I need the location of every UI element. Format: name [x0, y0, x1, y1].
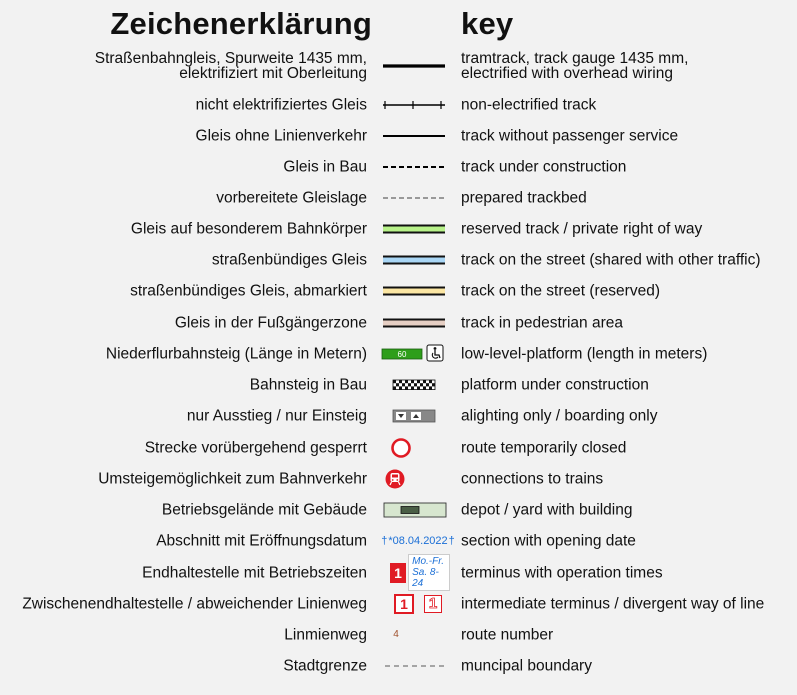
legend-label-english: non-electrified track: [461, 96, 597, 113]
opening-date-value: *08.04.2022: [388, 534, 448, 547]
legend-label-english: terminus with operation times: [461, 564, 663, 581]
legend-row: [0, 369, 797, 400]
wheelchair-icon: [427, 345, 443, 361]
legend-label-german: nur Ausstieg / nur Einsteig: [186, 407, 367, 424]
legend-symbol: [378, 244, 450, 275]
legend-symbol: [378, 182, 450, 213]
checkered-platform-icon: [381, 377, 447, 393]
terminus-line-badge: 1: [390, 563, 406, 583]
legend-label-german: Betriebsgelände mit Gebäude: [161, 501, 367, 518]
legend-row: [0, 494, 797, 525]
legend-row: [0, 120, 797, 151]
black-dashed-line-icon: [381, 159, 447, 175]
red-ring-icon: [381, 437, 447, 459]
legend-row: [0, 463, 797, 494]
legend-symbol: [378, 89, 450, 120]
legend-symbol: [378, 557, 450, 588]
legend-label-german: Gleis auf besonderem Bahnkörper: [130, 220, 367, 237]
beige-cased-line-icon: [381, 315, 447, 331]
legend-row: [0, 432, 797, 463]
legend-symbol: [378, 494, 450, 525]
legend-label-english: track under construction: [461, 158, 627, 175]
legend-label-english: track in pedestrian area: [461, 314, 623, 331]
legend-symbol: [378, 307, 450, 338]
legend-row: [0, 400, 797, 431]
legend-row: [0, 50, 797, 81]
operation-times-line: Sa. 8-24: [412, 567, 439, 589]
legend-label-english: route number: [461, 626, 554, 643]
legend-label-german: Abschnitt mit Eröffnungsdatum: [156, 532, 367, 549]
legend-row: [0, 182, 797, 213]
legend-symbol: [378, 275, 450, 306]
legend-symbol: [378, 525, 455, 556]
legend-row: [0, 338, 797, 369]
legend-label-german: Niederflurbahnsteig (Länge in Metern): [105, 345, 367, 362]
divergent-line-badge: 1: [424, 595, 442, 613]
red-train-icon: [381, 468, 447, 490]
yellow-cased-line-icon: [381, 283, 447, 299]
platform-length-label: 60: [397, 349, 407, 359]
cross-marker-icon: †: [381, 534, 388, 547]
legend-row: [0, 213, 797, 244]
legend-label-english: platform under construction: [461, 376, 649, 393]
thin-black-line-icon: [381, 128, 447, 144]
legend-symbol: [378, 619, 450, 650]
legend-row: [0, 151, 797, 182]
legend-row: [0, 557, 797, 588]
green-platform-wheelchair-icon: [381, 344, 447, 364]
legend-symbol: [378, 650, 450, 681]
route-number-value: 4: [393, 629, 399, 640]
legend-label-english: depot / yard with building: [461, 501, 633, 518]
thick-black-line-icon: [381, 58, 447, 74]
legend-symbol: [378, 588, 450, 619]
legend-symbol: [378, 400, 450, 431]
opening-date-label: [381, 535, 455, 547]
legend-row: [0, 588, 797, 619]
legend-label-english: route temporarily closed: [461, 439, 627, 456]
legend-label-german: straßenbündiges Gleis: [211, 251, 367, 268]
legend-label-english: low-level-platform (length in meters): [461, 345, 708, 362]
legend-title-german: Zeichenerklärung: [110, 6, 372, 41]
legend-row: [0, 244, 797, 275]
grey-dashed-line-icon: [381, 190, 447, 206]
green-cased-line-icon: [381, 221, 447, 237]
municipal-boundary-line-icon: [381, 658, 447, 674]
legend-row: [0, 275, 797, 306]
legend-symbol: [378, 369, 450, 400]
alighting-boarding-arrows-icon: [381, 408, 447, 424]
depot-building-icon: [381, 501, 447, 519]
legend-label-english: alighting only / boarding only: [461, 407, 658, 424]
legend-label-german: Gleis in Bau: [283, 158, 367, 175]
legend-label-english: tramtrack, track gauge 1435 mm, electrified with overhead wiring: [461, 49, 689, 82]
legend-row: [0, 89, 797, 120]
legend-label-german: Zwischenendhaltestelle / abweichender Linienweg: [22, 595, 367, 612]
legend-label-german: Linmienweg: [284, 626, 367, 643]
legend-symbol: [378, 213, 450, 244]
legend-label-english: section with opening date: [461, 532, 636, 549]
legend-label-german: straßenbündiges Gleis, abmarkiert: [130, 282, 367, 299]
ticked-line-icon: [381, 97, 447, 113]
operation-times-line: Mo.-Fr.: [412, 556, 444, 567]
legend-label-german: Gleis in der Fußgängerzone: [174, 314, 367, 331]
operation-times-box: [408, 554, 450, 591]
legend-row: [0, 525, 797, 556]
legend-label-german: Endhaltestelle mit Betriebszeiten: [142, 564, 367, 581]
legend-symbol: [378, 151, 450, 182]
legend-label-english: track without passenger service: [461, 127, 679, 144]
legend-label-german: Strecke vorübergehend gesperrt: [144, 439, 367, 456]
legend-row: [0, 650, 797, 681]
legend-symbol: [378, 432, 450, 463]
legend-label-english: track on the street (shared with other traffic): [461, 251, 761, 268]
blue-cased-line-icon: [381, 252, 447, 268]
legend-label-german: Stadtgrenze: [283, 657, 367, 674]
legend-symbol: [378, 338, 450, 369]
legend-label-german: nicht elektrifiziertes Gleis: [195, 96, 367, 113]
legend-label-english: intermediate terminus / divergent way of line: [461, 595, 765, 612]
legend-label-german: Straßenbahngleis, Spurweite 1435 mm, elektrifiziert mit Oberleitung: [94, 49, 367, 82]
legend-symbol: [378, 120, 450, 151]
legend-symbol: [378, 463, 450, 494]
legend-label-german: Umsteigemöglichkeit zum Bahnverkehr: [98, 470, 367, 487]
legend-label-english: reserved track / private right of way: [461, 220, 703, 237]
legend-label-german: vorbereitete Gleislage: [216, 189, 367, 206]
legend-label-english: connections to trains: [461, 470, 604, 487]
legend-title-english: key: [461, 6, 514, 41]
legend-label-german: Gleis ohne Linienverkehr: [195, 127, 367, 144]
cross-marker-icon: †: [448, 534, 455, 547]
legend-row: [0, 307, 797, 338]
legend-label-german: Bahnsteig in Bau: [249, 376, 367, 393]
legend-label-english: prepared trackbed: [461, 189, 587, 206]
legend-label-english: track on the street (reserved): [461, 282, 660, 299]
legend-label-english: muncipal boundary: [461, 657, 592, 674]
legend-symbol: [378, 50, 450, 81]
intermediate-terminus-badge: 1: [394, 594, 414, 614]
legend-row: [0, 619, 797, 650]
